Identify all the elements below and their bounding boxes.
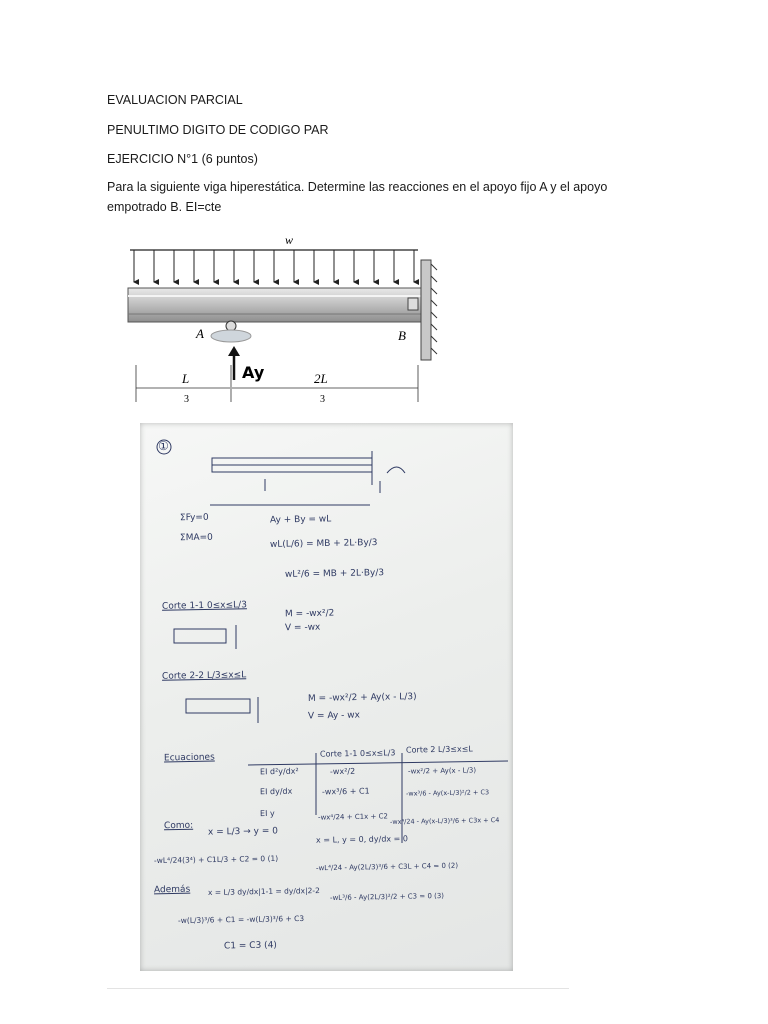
hw-corte2v: V = Ay - wx <box>307 710 361 722</box>
reaction-ay-label: Ay <box>242 363 265 382</box>
hw-corte2m: M = -wx²/2 + Ay(x - L/3) <box>307 692 417 704</box>
fixed-support-b <box>421 260 431 360</box>
hw-r3c: -wx⁴/24 - Ay(x-L/3)³/6 + C3x + C4 <box>389 816 500 826</box>
hw-col2: Corte 2 L/3≤x≤L <box>405 744 473 755</box>
hw-eq1: ΣFy=0 <box>179 512 209 524</box>
hw-eqA: -wL⁴/24(3⁴) + C1L/3 + C2 = 0 (1) <box>153 853 279 866</box>
hw-r2c: -wx³/6 - Ay(x-L/3)²/2 + C3 <box>405 788 490 798</box>
hw-ecuaciones: Ecuaciones <box>163 752 215 764</box>
hw-corte1v: V = -wx <box>284 622 321 634</box>
hw-r2a: EI dy/dx <box>259 786 293 797</box>
handwritten-solution-photo <box>140 423 513 971</box>
hw-ademas: Además <box>153 884 191 896</box>
hw-r2b: -wx³/6 + C1 <box>321 786 370 797</box>
document-title: EVALUACION PARCIAL <box>107 93 243 107</box>
hw-bc3: x = L/3 dy/dx|1-1 = dy/dx|2-2 <box>207 886 320 897</box>
problem-statement: Para la siguiente viga hiperestática. Determine las reacciones en el apoyo fijo A y el apoyo empotrado B. EI=cte <box>107 180 608 214</box>
span-left-label: L <box>182 371 190 386</box>
hw-bc2: x = L, y = 0, dy/dx = 0 <box>315 834 409 845</box>
hw-eq1r: Ay + By = wL <box>269 514 332 526</box>
bottom-divider <box>107 988 569 989</box>
document-subtitle: PENULTIMO DIGITO DE CODIGO PAR <box>107 123 329 137</box>
span-right-den: 3 <box>320 394 325 402</box>
hw-r1c: -wx²/2 + Ay(x - L/3) <box>407 766 477 776</box>
hw-eqD: -w(L/3)³/6 + C1 = -w(L/3)³/6 + C3 <box>177 913 305 926</box>
hw-eqE: C1 = C3 (4) <box>223 940 277 952</box>
support-b-label: B <box>398 328 406 343</box>
hw-r1a: EI d²y/dx² <box>259 766 299 777</box>
beam <box>128 288 421 322</box>
hw-eqB: -wL⁴/24 - Ay(2L/3)³/6 + C3L + C4 = 0 (2) <box>315 861 459 873</box>
hw-corte1m: M = -wx²/2 <box>284 608 335 620</box>
hw-eqC: -wL³/6 - Ay(2L/3)²/2 + C3 = 0 (3) <box>329 892 445 902</box>
beam-diagram <box>120 230 440 402</box>
hw-number: ① <box>157 438 169 454</box>
hw-bc1: x = L/3 → y = 0 <box>207 826 279 838</box>
support-a-label: A <box>196 326 204 341</box>
hw-col1: Corte 1-1 0≤x≤L/3 <box>319 748 396 759</box>
span-right-label: 2L <box>314 371 328 386</box>
load-arrows <box>134 250 414 282</box>
hw-eq3: wL²/6 = MB + 2L·By/3 <box>284 568 385 580</box>
hw-corte2: Corte 2-2 L/3≤x≤L <box>161 670 247 682</box>
exercise-heading: EJERCICIO N°1 (6 puntos) <box>107 152 258 166</box>
hw-eq2: ΣMA=0 <box>179 532 213 544</box>
hw-eq2r: wL(L/6) = MB + 2L·By/3 <box>269 538 378 550</box>
hw-r3b: -wx⁴/24 + C1x + C2 <box>317 812 388 822</box>
hw-r3a: EI y <box>259 808 275 819</box>
hw-corte1: Corte 1-1 0≤x≤L/3 <box>161 600 247 612</box>
load-label: w <box>285 233 294 247</box>
hw-como: Como: <box>163 820 194 832</box>
hw-r1b: -wx²/2 <box>329 766 356 777</box>
span-left-den: 3 <box>184 394 189 402</box>
